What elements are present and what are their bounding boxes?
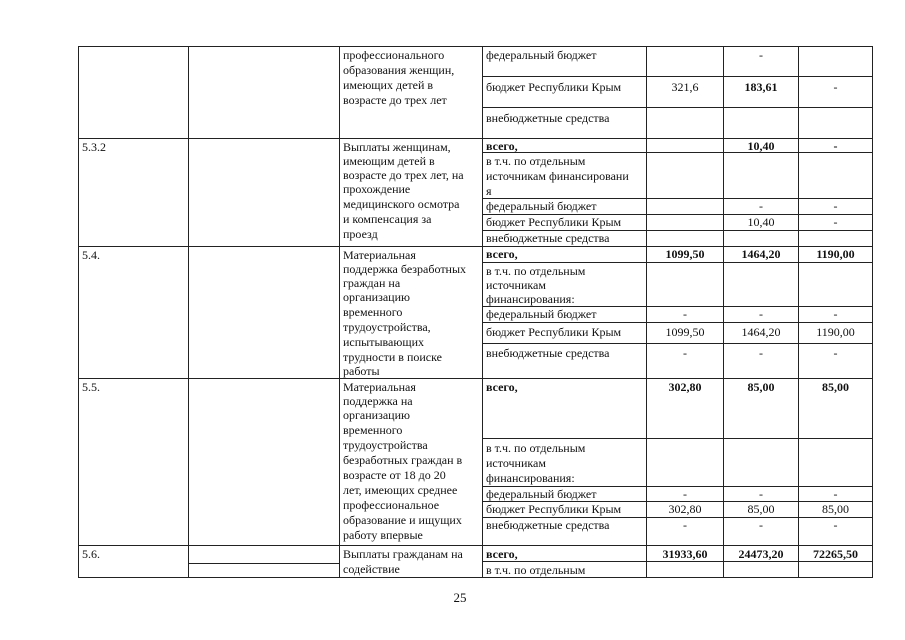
value-cell: 183,61 bbox=[744, 80, 778, 94]
value-cell: 10,40 bbox=[747, 139, 775, 153]
row-description-line: временного bbox=[343, 305, 403, 319]
row-description-line: трудоустройства bbox=[343, 438, 428, 452]
value-cell: - bbox=[759, 518, 763, 532]
row-description-line: Выплаты женщинам, bbox=[343, 140, 451, 154]
row-description-line: безработных граждан в bbox=[343, 453, 463, 467]
row-description-line: лет, имеющих среднее bbox=[343, 483, 458, 497]
value-cell: 302,80 bbox=[668, 380, 702, 394]
value-cell: - bbox=[833, 199, 838, 213]
row-description-line: возрасте до трех лет, на bbox=[343, 168, 464, 182]
total-label: всего, bbox=[486, 547, 518, 561]
source-label: внебюджетные средства bbox=[486, 518, 610, 532]
value-cell: - bbox=[833, 215, 838, 229]
value-cell: 72265,50 bbox=[813, 547, 858, 561]
value-cell: 302,80 bbox=[668, 502, 702, 516]
value-cell: 85,00 bbox=[747, 380, 775, 394]
row-description-line: работы bbox=[343, 364, 380, 378]
row-description-line: граждан на bbox=[343, 276, 401, 290]
row-description-line: содействие bbox=[343, 562, 400, 576]
row-description-line: профессиональное bbox=[343, 498, 440, 512]
row-description-line: имеющих детей в bbox=[343, 78, 434, 92]
source-label: бюджет Республики Крым bbox=[486, 502, 622, 516]
row-description-line: возрасте от 18 до 20 bbox=[343, 468, 446, 482]
value-cell: 85,00 bbox=[822, 502, 849, 516]
row-description-line: поддержка на bbox=[343, 394, 413, 408]
row-number: 5.6. bbox=[82, 547, 100, 561]
value-cell: - bbox=[833, 80, 838, 94]
total-label: всего, bbox=[486, 380, 518, 394]
value-cell: - bbox=[683, 307, 687, 321]
value-cell: 1190,00 bbox=[816, 247, 855, 261]
value-cell: - bbox=[833, 307, 838, 321]
value-cell: 85,00 bbox=[822, 380, 849, 394]
source-label: в т.ч. по отдельным bbox=[486, 563, 586, 577]
total-label: всего, bbox=[486, 139, 518, 153]
value-cell: 31933,60 bbox=[662, 547, 708, 561]
row-description-line: профессионального bbox=[343, 48, 445, 62]
row-number: 5.3.2 bbox=[82, 140, 106, 154]
value-cell: - bbox=[833, 139, 838, 153]
row-description-line: трудности в поиске bbox=[343, 350, 442, 364]
row-description-line: имеющим детей в bbox=[343, 154, 435, 168]
source-label: источникам bbox=[486, 278, 546, 292]
total-label: всего, bbox=[486, 247, 518, 261]
value-cell: 1099,50 bbox=[665, 325, 705, 339]
row-description-line: работу впервые bbox=[343, 528, 423, 542]
row-number: 5.5. bbox=[82, 380, 100, 394]
row-description-line: Материальная bbox=[343, 248, 416, 262]
value-cell: 1464,20 bbox=[741, 247, 781, 261]
row-description-line: трудоустройства, bbox=[343, 320, 431, 334]
row-description-line: и компенсация за bbox=[343, 212, 432, 226]
source-label: я bbox=[486, 184, 492, 198]
source-label: федеральный бюджет bbox=[486, 307, 597, 321]
row-description-line: Материальная bbox=[343, 380, 416, 394]
value-cell: 85,00 bbox=[747, 502, 775, 516]
source-label: федеральный бюджет bbox=[486, 487, 597, 501]
value-cell: - bbox=[833, 518, 838, 532]
value-cell: 1099,50 bbox=[665, 247, 705, 261]
source-label: в т.ч. по отдельным bbox=[486, 441, 586, 455]
value-cell: 10,40 bbox=[747, 215, 775, 229]
value-cell: - bbox=[683, 518, 687, 532]
row-description-line: образования женщин, bbox=[343, 63, 455, 77]
source-label: финансирования: bbox=[486, 292, 575, 306]
source-label: внебюджетные средства bbox=[486, 231, 610, 245]
row-description-line: медицинского осмотра bbox=[343, 197, 460, 211]
value-cell: - bbox=[683, 487, 687, 501]
source-label: бюджет Республики Крым bbox=[486, 215, 622, 229]
row-number: 5.4. bbox=[82, 248, 100, 262]
value-cell: 1464,20 bbox=[741, 325, 781, 339]
source-label: источникам финансировани bbox=[486, 169, 629, 183]
row-description-line: Выплаты гражданам на bbox=[343, 547, 463, 561]
source-label: бюджет Республики Крым bbox=[486, 325, 622, 339]
row-description-line: организацию bbox=[343, 290, 410, 304]
value-cell: 1190,00 bbox=[816, 325, 855, 339]
row-description-line: образование и ищущих bbox=[343, 513, 462, 527]
value-cell: - bbox=[759, 487, 763, 501]
source-label: федеральный бюджет bbox=[486, 48, 597, 62]
value-cell: - bbox=[759, 48, 763, 62]
source-label: финансирования: bbox=[486, 471, 575, 485]
value-cell: - bbox=[683, 346, 687, 360]
page-number: 25 bbox=[453, 590, 467, 605]
source-label: внебюджетные средства bbox=[486, 111, 610, 125]
row-description-line: поддержка безработных bbox=[343, 262, 467, 276]
source-label: в т.ч. по отдельным bbox=[486, 264, 586, 278]
value-cell: - bbox=[759, 199, 763, 213]
row-description-line: проезд bbox=[343, 227, 378, 241]
value-cell: 321,6 bbox=[671, 80, 699, 94]
row-description-line: временного bbox=[343, 423, 403, 437]
source-label: бюджет Республики Крым bbox=[486, 80, 622, 94]
value-cell: 24473,20 bbox=[738, 547, 784, 561]
value-cell: - bbox=[759, 346, 763, 360]
source-label: федеральный бюджет bbox=[486, 199, 597, 213]
row-description-line: организацию bbox=[343, 408, 410, 422]
source-label: внебюджетные средства bbox=[486, 346, 610, 360]
value-cell: - bbox=[759, 307, 763, 321]
row-description-line: испытывающих bbox=[343, 335, 424, 349]
row-description-line: прохождение bbox=[343, 182, 411, 196]
source-label: в т.ч. по отдельным bbox=[486, 154, 586, 168]
value-cell: - bbox=[833, 487, 838, 501]
row-description-line: возрасте до трех лет bbox=[343, 93, 447, 107]
value-cell: - bbox=[833, 346, 838, 360]
source-label: источникам bbox=[486, 456, 546, 470]
